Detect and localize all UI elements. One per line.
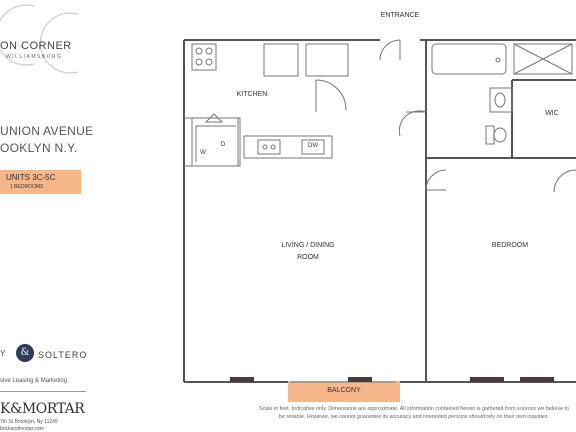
- partner-logo: &: [16, 344, 34, 362]
- stove: [192, 44, 216, 70]
- partner-name: SOLTERO: [38, 350, 88, 360]
- toilet: [486, 126, 494, 144]
- brand-subtitle: WILLIAMSBURG: [6, 54, 63, 60]
- label-washer: W: [200, 150, 206, 156]
- kitchen-counter-top: [264, 44, 298, 76]
- window: [348, 377, 372, 382]
- label-dryer: D: [220, 142, 226, 148]
- partner-prefix: Y: [0, 349, 6, 358]
- fridge: [306, 44, 348, 76]
- window: [230, 377, 254, 382]
- label-wic: WIC: [545, 110, 559, 117]
- brand-title: ON CORNER: [0, 40, 72, 52]
- disclaimer: Scale in feet. Indicative only. Dimensions are approximate. All information contained herein is gathered from sources we believe to be reliable. However, we cannot guarantee its accuracy and interested persons should rely on their own inquiries.: [258, 406, 570, 420]
- label-living-line2: ROOM: [297, 254, 319, 261]
- bath-sink: [490, 88, 512, 112]
- wic-wall: [512, 80, 576, 158]
- builder-address: 7th St Brooklyn, Ny 11249: [0, 419, 58, 425]
- builder-name: K&MORTAR: [0, 401, 85, 417]
- label-dishwasher: DW: [308, 143, 318, 149]
- address-street: UNION AVENUE: [0, 124, 94, 138]
- label-living-line1: LIVING / DINING: [281, 242, 335, 249]
- bathtub: [432, 44, 506, 74]
- label-entrance: ENTRANCE: [380, 12, 420, 19]
- builder-website: brickandmortar.com: [0, 426, 44, 432]
- window: [520, 377, 554, 382]
- partner-tagline: sive Leasing & Marketing: [0, 378, 68, 384]
- unit-bedrooms: 1 BEDROOMS: [10, 184, 44, 190]
- label-balcony: BALCONY: [327, 387, 361, 394]
- unit-label: UNITS 3C-5C: [6, 173, 56, 182]
- window: [470, 377, 504, 382]
- address-city: OOKLYN N.Y.: [0, 141, 78, 155]
- label-bedroom: BEDROOM: [491, 242, 529, 249]
- label-kitchen: KITCHEN: [236, 91, 268, 98]
- laundry-closet: [192, 118, 238, 166]
